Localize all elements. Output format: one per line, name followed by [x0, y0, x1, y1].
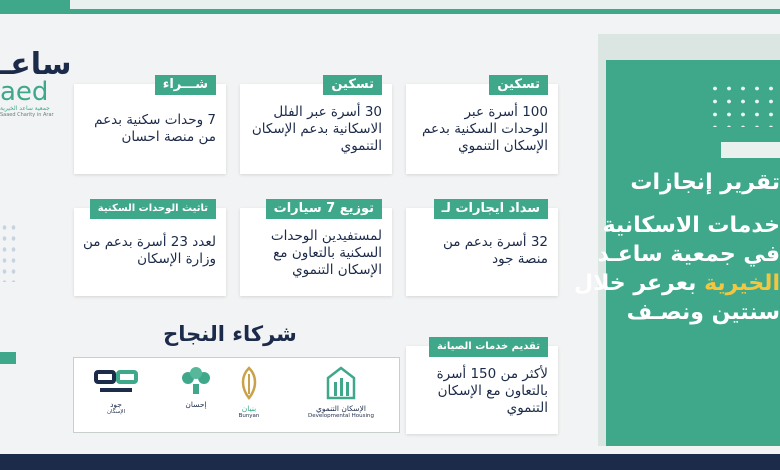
logo-latin: aed: [0, 77, 49, 107]
ehsan-logo-icon: [179, 366, 213, 396]
partner-sub: Developmental Housing: [307, 413, 375, 419]
bottom-bar: [0, 454, 780, 470]
banner-line-4: [574, 269, 780, 298]
banner-line-5: سنتين ونصـف: [626, 300, 780, 325]
card-title: توزيع 7 سيارات: [266, 199, 382, 219]
partner-label: إحسان: [185, 400, 207, 409]
card-title: تاثيث الوحدات السكنية: [90, 199, 216, 219]
card-title: تسكين: [489, 75, 548, 95]
card-body: 100 أسرة عبر الوحدات السكنية بدعم الإسكان التنموي: [422, 104, 548, 154]
decor-dots-banner: [708, 82, 778, 127]
top-strip: [0, 0, 780, 14]
card-title: تقديم خدمات الصيانة: [429, 337, 548, 357]
card-housing-villas: [240, 77, 392, 174]
decor-green-block: [0, 352, 16, 364]
partner-sub: الإسكان: [106, 409, 126, 415]
partner-sub: Bunyan: [238, 413, 260, 419]
card-body: لأكثر من 150 أسرة بالتعاون مع الإسكان التنموي: [436, 366, 548, 416]
jood-logo-icon: [94, 366, 138, 396]
banner-line-4-rest: بعرعر خلال: [574, 271, 705, 296]
partner-label: جود: [110, 400, 122, 409]
banner-line-1: تقرير إنجازات: [630, 170, 780, 195]
decor-white-bar: [721, 142, 780, 158]
card-purchase: [74, 77, 226, 174]
bunyan-logo-icon: [237, 366, 261, 400]
saaed-logo: [0, 47, 72, 118]
card-body: 7 وحدات سكنية بدعم من منصة احسان: [94, 112, 216, 145]
partner-label: بنيان: [241, 404, 257, 413]
card-housing-units: [406, 77, 558, 174]
logo-subtitle-en: Saaed Charity in Arar: [0, 112, 54, 118]
partner-label: الإسكان التنموي: [316, 404, 366, 413]
logo-arabic: ساعـ: [0, 47, 72, 82]
card-title: سداد ايجارات لـ: [434, 199, 548, 219]
card-title: تسكين: [323, 75, 382, 95]
banner-title: [574, 168, 780, 327]
developmental-housing-logo-icon: [326, 366, 356, 400]
card-maintenance: [406, 341, 558, 434]
banner-line-3: في جمعية ساعـد: [597, 242, 780, 267]
card-body: 32 أسرة بدعم من منصة جود: [442, 234, 548, 267]
card-body: 30 أسرة عبر الفلل الاسكانية بدعم الإسكان التنموي: [251, 104, 382, 154]
logo-subtitle-ar: جمعية ساعد الخيرية: [0, 105, 50, 112]
partner-jood: [86, 366, 146, 426]
banner-line-2: خدمات الاسكانية: [602, 213, 780, 238]
partners-title: شركاء النجاح: [163, 322, 297, 346]
top-strip-inner: [70, 0, 780, 9]
partner-bunyan: [224, 366, 274, 426]
partner-developmental-housing: [292, 366, 390, 426]
partners-logos: [73, 357, 400, 433]
card-title: شـــراء: [155, 75, 216, 95]
decor-dots-left: [0, 222, 18, 282]
banner-highlight: الخيرية: [704, 271, 780, 296]
card-body: لمستفيدين الوحدات السكنية بالتعاون مع الإسكان التنموي: [270, 228, 382, 278]
card-body: لعدد 23 أسرة بدعم من وزارة الإسكان: [82, 234, 216, 267]
card-furnishing: [74, 203, 226, 296]
card-cars-distribution: [240, 201, 392, 296]
card-rent-payment: [406, 201, 558, 296]
partner-ehsan: [166, 366, 226, 426]
